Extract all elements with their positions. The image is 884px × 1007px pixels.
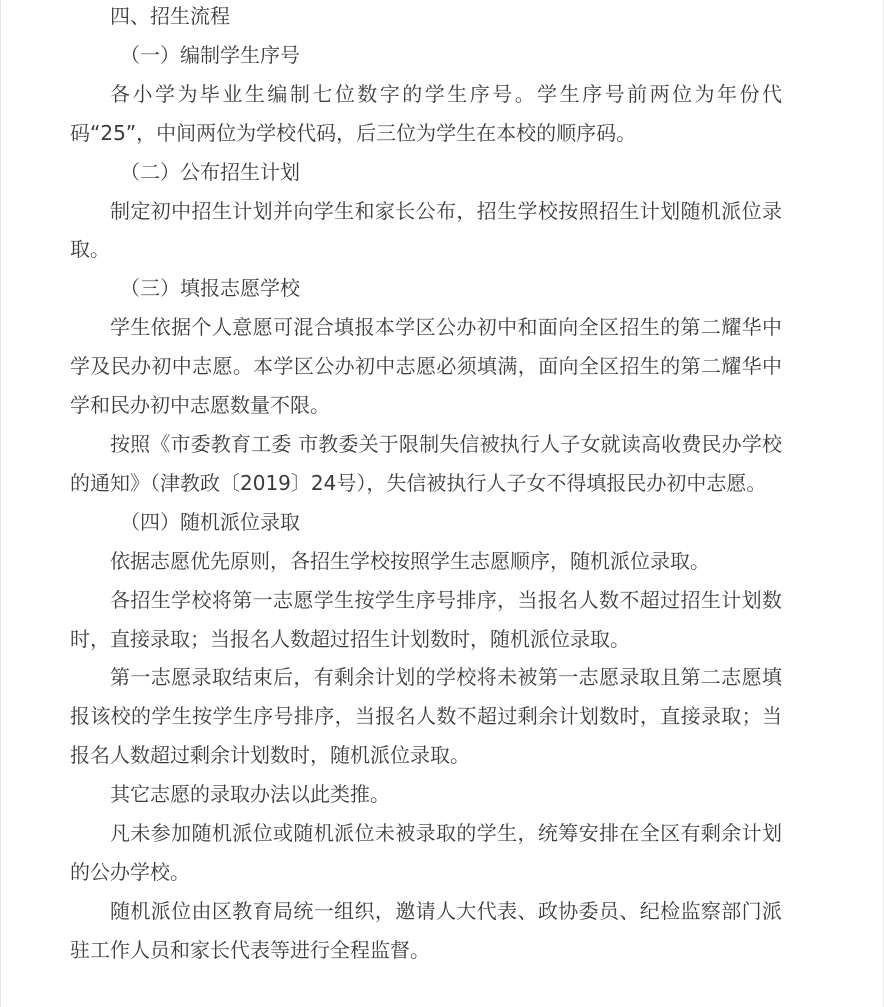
paragraph: 凡未参加随机派位或随机派位未被录取的学生，统筹安排在全区有剩余计划的公办学校。 <box>70 821 782 884</box>
paragraph: 各招生学校将第一志愿学生按学生序号排序，当报名人数不超过招生计划数时，直接录取；当报名人数超过招生计划数时，随机派位录取。 <box>70 587 782 651</box>
paragraph: 按照《市委教育工委 市教委关于限制失信被执行人子女就读高收费民办学校的通知》（津教政〔2019〕24号），失信被执行人子女不得填报民办初中志愿。 <box>70 431 782 495</box>
subsection-heading: （二）公布招生计划 <box>120 159 300 184</box>
paragraph: 学生依据个人意愿可混合填报本学区公办初中和面向全区招生的第二耀华中学及民办初中志愿。本学区公办初中志愿必须填满，面向全区招生的第二耀华中学和民办初中志愿数量不限。 <box>70 315 782 418</box>
subsection-heading: （四）随机派位录取 <box>120 509 300 534</box>
paragraph: 各小学为毕业生编制七位数字的学生序号。学生序号前两位为年份代码“25”，中间两位为学校代码，后三位为学生在本校的顺序码。 <box>70 81 782 145</box>
paragraph: 随机派位由区教育局统一组织，邀请人大代表、政协委员、纪检监察部门派驻工作人员和家长代表等进行全程监督。 <box>70 898 782 962</box>
section-heading: 四、招生流程 <box>110 4 230 28</box>
paragraph: 第一志愿录取结束后，有剩余计划的学校将未被第一志愿录取且第二志愿填报该校的学生按学生序号排序，当报名人数不超过剩余计划数时，直接录取；当报名人数超过剩余计划数时，随机派位录取。 <box>70 665 782 768</box>
document-body <box>70 0 782 970</box>
subsection-heading: （三）填报志愿学校 <box>120 276 300 301</box>
paragraph: 制定初中招生计划并向学生和家长公布，招生学校按照招生计划随机派位录取。 <box>70 198 782 262</box>
subsection-heading: （一）编制学生序号 <box>120 42 300 67</box>
paragraph: 其它志愿的录取办法以此类推。 <box>110 782 390 807</box>
paragraph: 依据志愿优先原则，各招生学校按照学生志愿顺序，随机派位录取。 <box>110 548 710 573</box>
